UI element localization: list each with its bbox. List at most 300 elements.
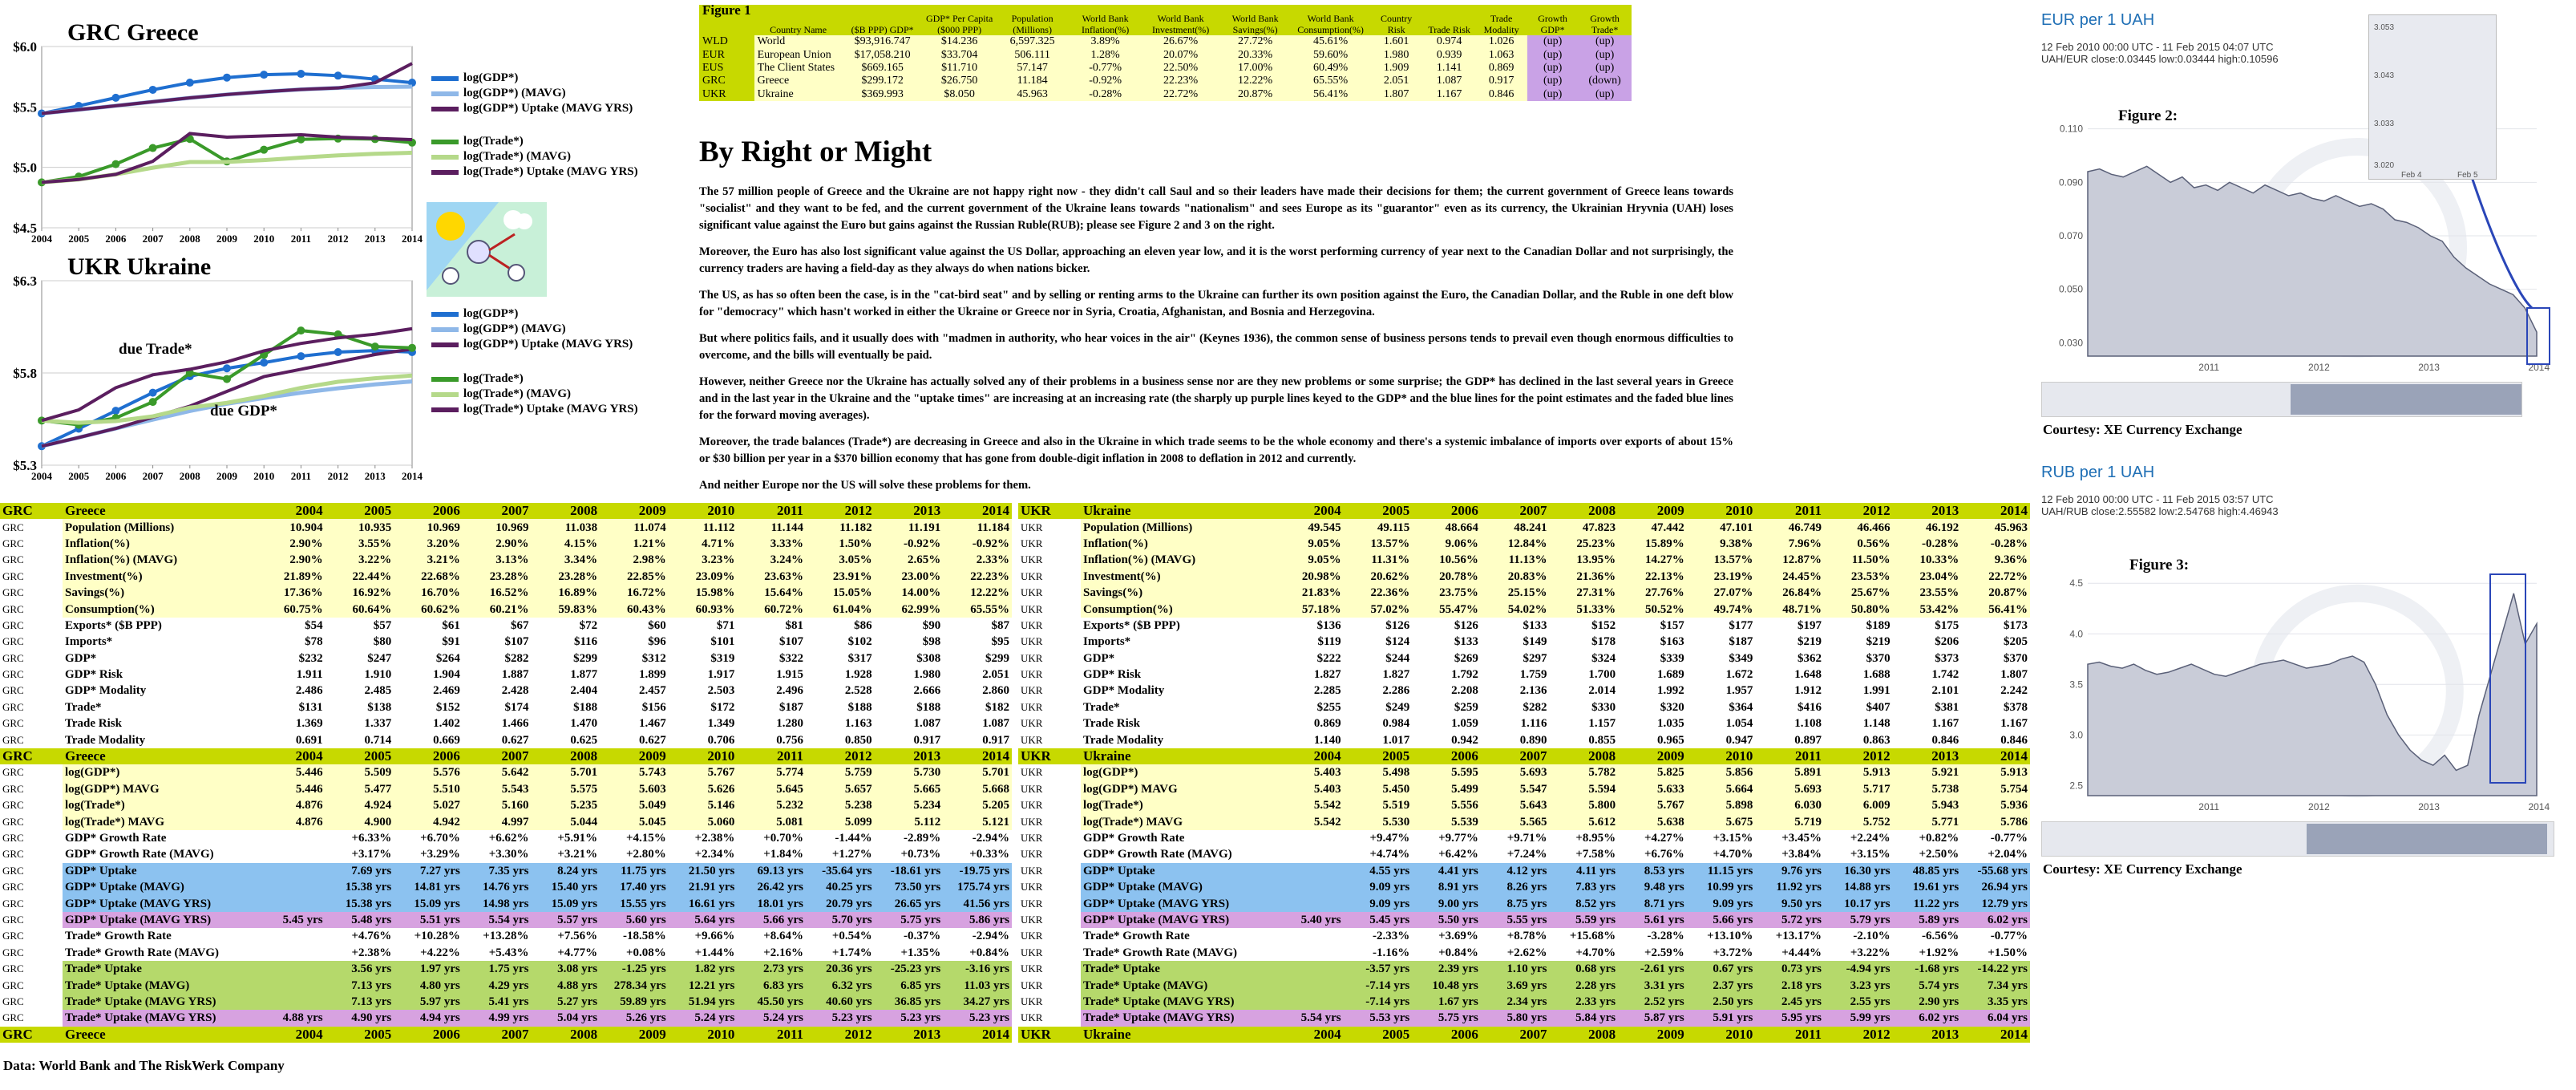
table-cell: $189 — [1824, 618, 1893, 634]
row-label: Trade* Uptake — [1081, 961, 1275, 977]
table-cell: 53.42% — [1893, 601, 1962, 617]
table-cell: -0.92% — [943, 536, 1012, 552]
table-cell: 5.232 — [737, 797, 806, 813]
figure-2-label: Figure 2: — [2118, 107, 2178, 124]
x-tick-label: 2009 — [216, 470, 237, 482]
row-code: GRC — [0, 536, 63, 552]
table-header-row — [0, 1027, 1012, 1043]
table-cell: 11.92 yrs — [1755, 879, 1824, 895]
xe-eur-navigator[interactable] — [2041, 382, 2522, 417]
table-cell: $282 — [463, 650, 532, 667]
table-cell: 21.36% — [1550, 569, 1619, 585]
table-cell: 1.648 — [1755, 667, 1824, 683]
table-cell: $381 — [1893, 699, 1962, 715]
table-cell: 22.36% — [1344, 585, 1413, 601]
row-label: Trade* Growth Rate (MAVG) — [63, 945, 257, 961]
table-cell: 1.140 — [1275, 731, 1344, 748]
table-cell: 5.235 — [532, 797, 601, 813]
table-cell: 1.689 — [1618, 667, 1687, 683]
table-cell: 1.116 — [1481, 715, 1550, 731]
xe-rub-title: RUB per 1 UAH — [2041, 464, 2155, 481]
table-cell: 4.942 — [394, 813, 463, 829]
navigator-selection[interactable] — [2291, 384, 2521, 415]
table-cell: 3.05% — [806, 552, 875, 568]
row-code: UKR — [1018, 715, 1081, 731]
table-cell: 5.657 — [806, 781, 875, 797]
table-cell: 2.65% — [875, 552, 944, 568]
table-cell: $299 — [943, 650, 1012, 667]
row-code: UKR — [1018, 601, 1081, 617]
table-cell: $91 — [394, 634, 463, 650]
x-tick-label: 2012 — [327, 233, 349, 245]
row-code: UKR — [1018, 650, 1081, 667]
table-cell: 10.17 yrs — [1824, 895, 1893, 911]
table-cell: $330 — [1550, 699, 1619, 715]
table-cell: 2.73 yrs — [737, 961, 806, 977]
table-cell: 4.29 yrs — [463, 977, 532, 993]
table-row — [0, 895, 1012, 911]
table-cell: -1.68 yrs — [1893, 961, 1962, 977]
table-cell: 21.89% — [257, 569, 326, 585]
table-cell: +3.29% — [394, 846, 463, 862]
table-cell: +9.71% — [1481, 830, 1550, 846]
table-cell: 1.467 — [600, 715, 669, 731]
y-tick-label: 4.0 — [2069, 628, 2083, 640]
table-row — [1018, 797, 2030, 813]
x-tick-label: 2013 — [364, 470, 386, 482]
table-row — [1018, 585, 2030, 601]
row-code: UKR — [1018, 830, 1081, 846]
table-cell: +7.58% — [1550, 846, 1619, 862]
table-cell: +3.69% — [1412, 928, 1481, 944]
figure-1-header: World Bank Inflation(%) — [1069, 5, 1142, 35]
data-point — [223, 74, 231, 82]
ukr-data-table-panel — [1018, 503, 2030, 1043]
table-cell: 16.89% — [532, 585, 601, 601]
row-code: GRC — [0, 781, 63, 797]
table-cell: 5.575 — [532, 781, 601, 797]
table-cell: $126 — [1344, 618, 1413, 634]
table-cell: 1.163 — [806, 715, 875, 731]
navigator-selection[interactable] — [2307, 824, 2547, 854]
table-cell: 5.99 yrs — [1824, 1010, 1893, 1026]
table-cell: $259 — [1412, 699, 1481, 715]
table-cell — [257, 879, 326, 895]
data-point — [111, 94, 119, 102]
table-cell: 5.542 — [1275, 797, 1344, 813]
table-cell: 1.349 — [669, 715, 738, 731]
year-header: 2006 — [1412, 1027, 1481, 1043]
table-cell: 1.688 — [1824, 667, 1893, 683]
table-cell: 7.13 yrs — [326, 977, 394, 993]
table-cell: 40.25 yrs — [806, 879, 875, 895]
table-cell: 0.855 — [1550, 731, 1619, 748]
table-cell: +3.84% — [1755, 846, 1824, 862]
table-cell: 49.74% — [1687, 601, 1756, 617]
table-cell: 5.774 — [737, 764, 806, 780]
table-cell: 61.04% — [806, 601, 875, 617]
table-cell: 0.691 — [257, 731, 326, 748]
year-header: 2011 — [737, 748, 806, 764]
table-cell: 0.863 — [1824, 731, 1893, 748]
table-cell: 5.60 yrs — [600, 912, 669, 928]
figure-1-cell: 2.051 — [1370, 75, 1423, 87]
table-cell: 5.70 yrs — [806, 912, 875, 928]
table-row — [0, 519, 1012, 535]
table-cell: 5.081 — [737, 813, 806, 829]
figure-1-cell: $669.165 — [843, 62, 923, 75]
table-cell: 8.53 yrs — [1618, 863, 1687, 879]
figure-1-cell: $11.710 — [923, 62, 997, 75]
article — [699, 135, 1733, 504]
table-row — [0, 715, 1012, 731]
table-cell: 1.167 — [1961, 715, 2030, 731]
row-code: GRC — [0, 650, 63, 667]
year-header: 2012 — [1824, 1027, 1893, 1043]
figure-1-row — [699, 75, 1632, 87]
table-header-row — [1018, 503, 2030, 519]
table-cell: 17.40 yrs — [600, 879, 669, 895]
table-cell: 46.749 — [1755, 519, 1824, 535]
data-point — [149, 144, 157, 152]
table-cell: $174 — [463, 699, 532, 715]
country-name: Greece — [63, 1027, 257, 1043]
table-cell: 5.205 — [943, 797, 1012, 813]
table-cell: -0.77% — [1961, 928, 2030, 944]
table-row — [0, 650, 1012, 667]
table-cell: 60.93% — [669, 601, 738, 617]
table-cell — [1275, 945, 1344, 961]
row-label: Trade* — [63, 699, 257, 715]
figure-1-cell: 57.147 — [997, 62, 1069, 75]
table-cell: 15.09 yrs — [532, 895, 601, 911]
row-label: GDP* Growth Rate — [63, 830, 257, 846]
figure-1-cell: $299.172 — [843, 75, 923, 87]
table-row — [0, 781, 1012, 797]
table-cell: 2.286 — [1344, 683, 1413, 699]
table-cell: 5.693 — [1755, 781, 1824, 797]
table-cell: 60.72% — [737, 601, 806, 617]
figure-1-cell: Ukraine — [754, 88, 843, 101]
table-cell: 1.167 — [1893, 715, 1962, 731]
figure-1-cell: (up) — [1527, 62, 1579, 75]
table-cell: 8.75 yrs — [1481, 895, 1550, 911]
table-cell: 2.28 yrs — [1550, 977, 1619, 993]
row-label: Trade* Uptake (MAVG) — [63, 977, 257, 993]
row-code: GRC — [0, 945, 63, 961]
table-row — [1018, 961, 2030, 977]
table-cell: 46.192 — [1893, 519, 1962, 535]
table-cell: 5.633 — [1618, 781, 1687, 797]
table-cell: 11.182 — [806, 519, 875, 535]
figure-1-header: Country Risk — [1370, 5, 1423, 35]
row-label: log(Trade*) — [1081, 797, 1275, 813]
table-cell: 5.626 — [669, 781, 738, 797]
table-cell: 5.556 — [1412, 797, 1481, 813]
table-cell: 60.62% — [394, 601, 463, 617]
figure-1-header: Trade Modality — [1476, 5, 1527, 35]
table-cell: 5.519 — [1344, 797, 1413, 813]
x-tick-label: 2013 — [364, 233, 386, 245]
table-cell: 15.55 yrs — [600, 895, 669, 911]
table-cell: 8.91 yrs — [1412, 879, 1481, 895]
table-cell: 5.643 — [1481, 797, 1550, 813]
year-header: 2013 — [1893, 503, 1962, 519]
article-title: By Right or Might — [699, 136, 932, 168]
year-header: 2010 — [1687, 1027, 1756, 1043]
table-cell: 10.904 — [257, 519, 326, 535]
inset-x-label: Feb 5 — [2457, 171, 2478, 180]
table-cell: 5.675 — [1687, 813, 1756, 829]
table-cell: 1.087 — [943, 715, 1012, 731]
table-cell: 48.71% — [1755, 601, 1824, 617]
table-cell: +4.22% — [394, 945, 463, 961]
table-cell: 15.89% — [1618, 536, 1687, 552]
table-cell: +6.33% — [326, 830, 394, 846]
table-cell: 3.13% — [463, 552, 532, 568]
table-cell: 5.146 — [669, 797, 738, 813]
table-cell — [1275, 830, 1344, 846]
table-cell: $163 — [1618, 634, 1687, 650]
year-header: 2013 — [1893, 1027, 1962, 1043]
row-label: Population (Millions) — [63, 519, 257, 535]
table-cell: 6.04 yrs — [1961, 1010, 2030, 1026]
table-cell: 6.030 — [1755, 797, 1824, 813]
row-label: Savings(%) — [1081, 585, 1275, 601]
table-cell: 4.90 yrs — [326, 1010, 394, 1026]
table-cell: +2.50% — [1893, 846, 1962, 862]
table-cell: 0.627 — [600, 731, 669, 748]
table-cell: 5.891 — [1755, 764, 1824, 780]
figure-1-cell: 1.063 — [1476, 48, 1527, 61]
table-cell: $177 — [1687, 618, 1756, 634]
table-cell: 11.144 — [737, 519, 806, 535]
table-cell: 1.827 — [1344, 667, 1413, 683]
table-cell: 10.969 — [463, 519, 532, 535]
table-cell: 13.95% — [1550, 552, 1619, 568]
table-cell: $187 — [1687, 634, 1756, 650]
row-label: GDP* Risk — [1081, 667, 1275, 683]
table-cell: 5.701 — [943, 764, 1012, 780]
figure-1-cell: $8.050 — [923, 88, 997, 101]
table-cell: 4.41 yrs — [1412, 863, 1481, 879]
xe-rub-navigator[interactable] — [2041, 821, 2554, 857]
table-cell: 3.22% — [326, 552, 394, 568]
table-cell: 4.15% — [532, 536, 601, 552]
table-row — [1018, 715, 2030, 731]
table-cell: $324 — [1550, 650, 1619, 667]
table-cell: 1.672 — [1687, 667, 1756, 683]
table-cell: 9.50 yrs — [1755, 895, 1824, 911]
grc-legend — [431, 71, 638, 180]
row-label: log(GDP*) — [63, 764, 257, 780]
row-code: UKR — [1018, 863, 1081, 879]
table-cell: 51.33% — [1550, 601, 1619, 617]
table-cell: $219 — [1755, 634, 1824, 650]
table-cell: 0.756 — [737, 731, 806, 748]
table-cell: 1.054 — [1687, 715, 1756, 731]
row-code: UKR — [1018, 585, 1081, 601]
table-cell: 0.67 yrs — [1687, 961, 1756, 977]
row-code: UKR — [1018, 699, 1081, 715]
y-tick-label: 3.5 — [2069, 679, 2083, 691]
table-cell: 15.05% — [806, 585, 875, 601]
table-cell: 5.049 — [600, 797, 669, 813]
row-label: Trade* Uptake (MAVG YRS) — [1081, 994, 1275, 1010]
table-cell: 5.51 yrs — [394, 912, 463, 928]
table-cell: 5.913 — [1961, 764, 2030, 780]
year-header: 2004 — [1275, 748, 1344, 764]
table-cell: 5.645 — [737, 781, 806, 797]
table-cell: 1.827 — [1275, 667, 1344, 683]
table-cell: 15.64% — [737, 585, 806, 601]
table-cell: 4.94 yrs — [394, 1010, 463, 1026]
table-cell: 14.81 yrs — [394, 879, 463, 895]
table-cell: 1.759 — [1481, 667, 1550, 683]
year-header: 2014 — [1961, 748, 2030, 764]
table-cell: 3.31 yrs — [1618, 977, 1687, 993]
year-header: 2004 — [257, 1027, 326, 1043]
data-point — [111, 160, 119, 168]
table-cell: +4.44% — [1755, 945, 1824, 961]
table-cell: 2.98% — [600, 552, 669, 568]
table-row — [0, 994, 1012, 1010]
xe-rub-courtesy: Courtesy: XE Currency Exchange — [2043, 861, 2242, 877]
inset-tick: 3.020 — [2374, 161, 2395, 170]
row-code: GRC — [0, 519, 63, 535]
table-cell: 3.23 yrs — [1824, 977, 1893, 993]
year-header: 2008 — [532, 748, 601, 764]
table-cell: 1.466 — [463, 715, 532, 731]
table-cell: 2.457 — [600, 683, 669, 699]
table-cell: 2.503 — [669, 683, 738, 699]
table-cell: 0.669 — [394, 731, 463, 748]
row-code: UKR — [1018, 536, 1081, 552]
table-cell: 9.48 yrs — [1618, 879, 1687, 895]
country-code: GRC — [0, 748, 63, 764]
table-cell: 5.59 yrs — [1550, 912, 1619, 928]
year-header: 2012 — [1824, 748, 1893, 764]
table-cell: 2.39 yrs — [1412, 961, 1481, 977]
table-cell: +1.74% — [806, 945, 875, 961]
year-header: 2009 — [1618, 1027, 1687, 1043]
table-cell: 9.00 yrs — [1412, 895, 1481, 911]
table-row — [0, 699, 1012, 715]
table-cell: 5.771 — [1893, 813, 1962, 829]
table-row — [1018, 895, 2030, 911]
figure-1-cell: EUS — [699, 62, 754, 75]
table-cell: $107 — [737, 634, 806, 650]
table-cell: 8.26 yrs — [1481, 879, 1550, 895]
figure-1-cell: World — [754, 35, 843, 48]
table-cell: 5.539 — [1412, 813, 1481, 829]
figure-1-header: World Bank Consumption(%) — [1292, 5, 1370, 35]
row-label: Trade Modality — [63, 731, 257, 748]
table-cell: 5.57 yrs — [532, 912, 601, 928]
table-cell: 22.23% — [943, 569, 1012, 585]
table-cell: 3.34% — [532, 552, 601, 568]
table-cell: 5.112 — [875, 813, 944, 829]
table-cell: -3.57 yrs — [1344, 961, 1413, 977]
table-cell: $232 — [257, 650, 326, 667]
x-tick-label: 2011 — [290, 470, 312, 482]
figure-1-cell: 1.807 — [1370, 88, 1423, 101]
figure-1-cell: UKR — [699, 88, 754, 101]
row-label: log(GDP*) MAVG — [63, 781, 257, 797]
x-tick-label: 2014 — [402, 470, 423, 482]
row-code: UKR — [1018, 846, 1081, 862]
table-cell: +0.54% — [806, 928, 875, 944]
table-cell: 2.860 — [943, 683, 1012, 699]
year-header: 2012 — [806, 503, 875, 519]
table-cell: 50.80% — [1824, 601, 1893, 617]
row-label: Inflation(%) — [1081, 536, 1275, 552]
x-tick-label: 2011 — [290, 233, 312, 245]
figure-1-cell: (down) — [1579, 75, 1632, 87]
table-cell: 46.466 — [1824, 519, 1893, 535]
table-cell: -19.75 yrs — [943, 863, 1012, 879]
table-cell: 5.23 yrs — [806, 1010, 875, 1026]
figure-1-cell: 56.41% — [1292, 88, 1370, 101]
figure-1-cell: 1.141 — [1423, 62, 1476, 75]
table-cell: 5.74 yrs — [1893, 977, 1962, 993]
figure-1-cell: (up) — [1579, 88, 1632, 101]
table-cell: 0.56% — [1824, 536, 1893, 552]
table-cell: 5.79 yrs — [1824, 912, 1893, 928]
table-cell: $312 — [600, 650, 669, 667]
figure-1-cell: $369.993 — [843, 88, 923, 101]
table-cell: 2.90% — [463, 536, 532, 552]
table-cell: 1.911 — [257, 667, 326, 683]
table-cell: 5.510 — [394, 781, 463, 797]
table-cell: $373 — [1893, 650, 1962, 667]
article-paragraph: And neither Europe nor the US will solve these problems for them. — [699, 479, 1031, 492]
table-cell: 5.638 — [1618, 813, 1687, 829]
table-cell: 1.148 — [1824, 715, 1893, 731]
table-cell: -14.22 yrs — [1961, 961, 2030, 977]
article-paragraph: The US, as has so often been the case, is in the "cat-bird seat" and by selling or renting arms to the Ukraine can further its own position against the Euro, the Canadian Dollar, and the Ruble in one deft blow for "democracy" which hasn't worked in either the Ukraine or Greece nor in Syria, Croatia, Afghanistan, and Bosnia and Herzegovina. — [699, 289, 1733, 318]
table-row — [0, 912, 1012, 928]
table-cell: 23.75% — [1412, 585, 1481, 601]
table-row — [0, 569, 1012, 585]
figure-1-cell: EUR — [699, 48, 754, 61]
figure-1-cell: -0.92% — [1069, 75, 1142, 87]
table-cell: 5.595 — [1412, 764, 1481, 780]
table-cell: 5.642 — [463, 764, 532, 780]
table-cell: 49.545 — [1275, 519, 1344, 535]
table-cell: +4.77% — [532, 945, 601, 961]
figure-1-cell: 1.28% — [1069, 48, 1142, 61]
table-cell: 14.88 yrs — [1824, 879, 1893, 895]
table-cell — [1275, 863, 1344, 879]
table-cell: -18.61 yrs — [875, 863, 944, 879]
table-cell: +1.44% — [669, 945, 738, 961]
y-tick-label: 0.050 — [2058, 283, 2083, 295]
year-header: 2004 — [1275, 503, 1344, 519]
annotation-due-gdp: due GDP* — [210, 403, 277, 419]
figure-1-header: World Bank Investment(%) — [1142, 5, 1219, 35]
row-code: GRC — [0, 1010, 63, 1026]
year-header: 2008 — [1550, 1027, 1619, 1043]
table-row — [0, 618, 1012, 634]
row-label: Trade* Growth Rate — [1081, 928, 1275, 944]
figure-1-cell: 22.23% — [1142, 75, 1219, 87]
x-tick-label: 2011 — [2198, 362, 2220, 373]
row-label: GDP* — [63, 650, 257, 667]
row-label: GDP* Growth Rate (MAVG) — [63, 846, 257, 862]
table-cell: 5.509 — [326, 764, 394, 780]
table-cell: 5.099 — [806, 813, 875, 829]
